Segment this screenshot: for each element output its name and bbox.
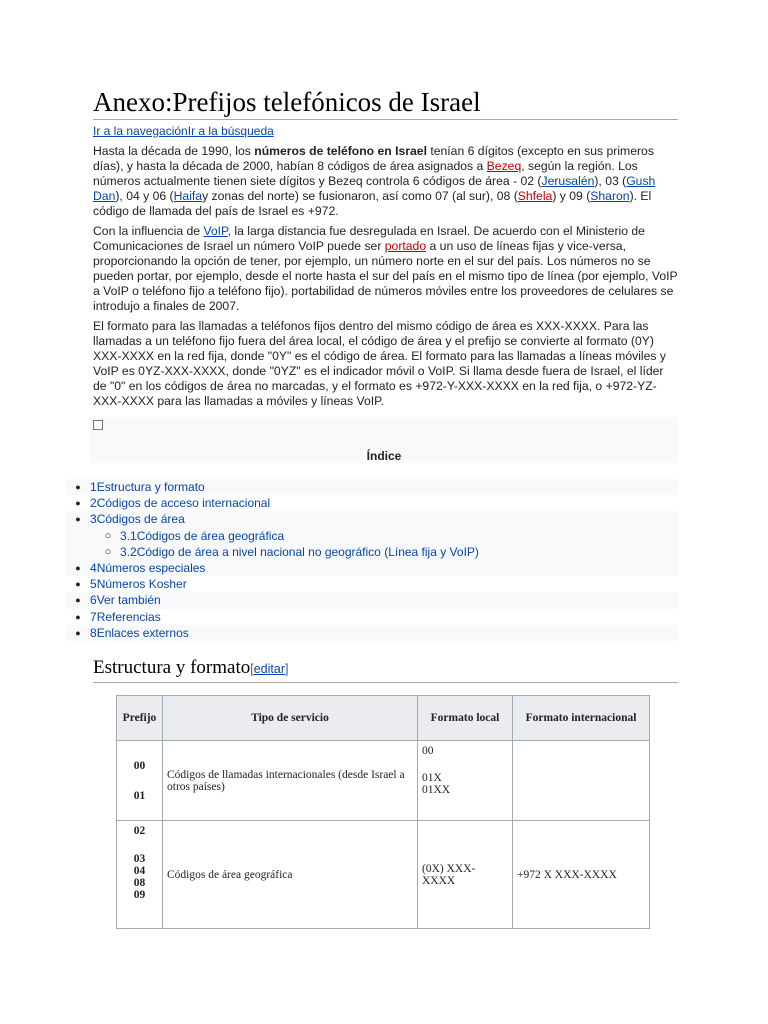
- text: a un uso de líneas fijas y vice-versa, proporcionando la opción de tener, por ejemplo, un número norte en el sur del país. Los números no se pueden portar, por ejemplo, desde el norte hasta el sur del país en el mismo tipo de línea (por ejemplo, VoIP a VoIP o teléfono fijo a teléfono fijo). portabilidad de números móviles entre los proveedores de celulares se introdujo a finales de 2007.: [93, 239, 678, 313]
- toc-item-4[interactable]: [66, 560, 678, 576]
- link-sharon[interactable]: Sharon: [590, 189, 630, 203]
- prefix-value: 03: [133, 853, 146, 866]
- text: , la larga distancia fue desregulada en Israel. De acuerdo con el Ministerio de Comunicaciones de Israel un número VoIP puede ser: [93, 224, 645, 253]
- section-title: Estructura y formato: [93, 657, 251, 679]
- toc-title: Índice: [366, 449, 402, 463]
- prefix-value: 00: [133, 759, 146, 772]
- toc-item-2[interactable]: [66, 495, 678, 511]
- text: ), 04 y 06 (: [115, 189, 174, 203]
- toc-link[interactable]: Códigos de área geográfica: [136, 528, 285, 543]
- toc-link[interactable]: Ver también: [96, 593, 161, 608]
- text: ). El código de llamada del país de Israel es +972.: [93, 189, 652, 218]
- bullet-icon: ●: [75, 498, 81, 509]
- toc-link[interactable]: Estructura y formato: [96, 480, 205, 494]
- prefix-value: 04: [133, 865, 146, 878]
- toc-link[interactable]: Códigos de acceso internacional: [96, 496, 271, 511]
- bullet-icon: ●: [75, 579, 81, 590]
- toc-link[interactable]: Códigos de área: [96, 512, 185, 527]
- link-shfela[interactable]: Shfela: [517, 189, 553, 203]
- local-format-value: 01X: [422, 772, 442, 785]
- toc-number: 7: [90, 609, 97, 624]
- prefix-cell: [117, 821, 163, 929]
- prefix-value: 01: [133, 789, 146, 802]
- toc-list: [66, 479, 678, 641]
- edit-link[interactable]: editar: [253, 662, 285, 677]
- local-format-cell: [418, 741, 513, 821]
- paragraph-format: El formato para las llamadas a teléfonos fijos dentro del mismo código de área es XXX-XXXX. Para las llamadas a un teléfono fijo fuera del área local, el código de área y el prefijo se convierte al formato (0Y) XXX-XXXX en la red fija, donde "0Y" es el código de área. El formato para las llamadas a líneas móviles y VoIP es 0YZ-XXX-XXXX, donde "0YZ" es el indicador móvil o VoIP. Si llama desde fuera de Israel, el líder de "0" en los códigos de área no marcadas, y el formato es +972-Y-XXX-XXXX en la red fija, o +972-YZ-XXX-XXXX para las llamadas a móviles y líneas VoIP.: [93, 319, 666, 408]
- paragraph-voip: [93, 224, 678, 314]
- text: , según la región. Los números actualmente tienen siete dígitos y Bezeq controla 6 códigos de área - 02 (: [93, 159, 638, 188]
- table-row: [117, 821, 650, 929]
- table-header-row: [117, 696, 650, 741]
- link-voip[interactable]: VoIP: [203, 224, 228, 238]
- bullet-icon: ●: [75, 595, 81, 606]
- intl-format-cell: +972 X XXX-XXXX: [513, 821, 650, 929]
- bold-text: números de teléfono en Israel: [254, 144, 427, 158]
- text: y zonas del norte) se fusionaron, así como 07 (al sur), 08 (: [202, 189, 518, 203]
- jump-to-search-link[interactable]: Ir a la búsqueda: [187, 124, 274, 138]
- local-format-cell: (0X) XXX-XXXX: [418, 821, 513, 929]
- paragraph-intro: [93, 144, 678, 219]
- toc-link[interactable]: Código de área a nivel nacional no geográfico (Línea fija y VoIP): [136, 544, 479, 559]
- prefix-value: 08: [133, 877, 146, 890]
- toc-link[interactable]: Números Kosher: [96, 577, 187, 592]
- toc-item-3-2[interactable]: [66, 544, 678, 560]
- toc-number: 3.1: [120, 528, 137, 543]
- toc-item-8[interactable]: [66, 625, 678, 641]
- toc-sublist: [66, 528, 678, 560]
- toc-item-5[interactable]: [66, 576, 678, 592]
- link-jerusalen[interactable]: Jerusalén: [541, 174, 595, 188]
- intl-format-cell: [513, 741, 650, 821]
- toc-number: 5: [90, 577, 97, 592]
- column-header: Formato local: [418, 696, 513, 741]
- toc-number: 3.2: [120, 544, 137, 559]
- prefix-table: [116, 695, 650, 929]
- article: [75, 86, 678, 929]
- toc-number: 3: [90, 512, 97, 527]
- toc-item-1[interactable]: [66, 479, 678, 495]
- bullet-icon: ●: [75, 627, 81, 638]
- column-header: Formato internacional: [513, 696, 650, 741]
- edit-section: [editar]: [250, 662, 289, 677]
- prefix-value: 09: [133, 889, 146, 902]
- service-type-cell: Códigos de llamadas internacionales (desde Israel a otros países): [163, 741, 418, 821]
- prefix-value: 02: [133, 825, 146, 838]
- table-row: [117, 741, 650, 821]
- toc-number: 1: [90, 480, 97, 494]
- bullet-icon: ●: [75, 482, 81, 492]
- jump-links: [93, 123, 678, 139]
- link-portado[interactable]: portado: [384, 239, 427, 253]
- local-format-value: 00: [422, 745, 434, 758]
- bullet-icon: ●: [75, 563, 81, 574]
- circle-bullet-icon: ○: [104, 529, 112, 542]
- prefix-cell: [117, 741, 163, 821]
- bullet-icon: ●: [75, 514, 81, 525]
- link-gush-dan[interactable]: Gush Dan: [93, 174, 656, 203]
- toc-link[interactable]: Enlaces externos: [96, 625, 189, 640]
- text: Hasta la década de 1990, los: [93, 144, 255, 158]
- text: ), 03 (: [594, 174, 627, 188]
- text: Con la influencia de: [93, 224, 204, 238]
- bullet-icon: ●: [75, 611, 81, 622]
- toc-number: 6: [90, 593, 97, 608]
- toc-number: 8: [90, 625, 97, 640]
- link-bezeq[interactable]: Bezeq: [486, 159, 522, 173]
- toc-item-3-1[interactable]: [66, 528, 678, 544]
- toc-header: [90, 417, 678, 463]
- text: tenían 6 dígitos (excepto en sus primeros días), y hasta la década de 2000, habían 8 códigos de área asignados a: [93, 144, 654, 173]
- table-of-contents: [75, 417, 678, 641]
- link-haifa[interactable]: Haifa: [173, 189, 203, 203]
- section-heading: [93, 657, 678, 683]
- column-header: Prefijo: [117, 696, 163, 741]
- local-format-value: 01XX: [422, 784, 451, 797]
- toc-item-3[interactable]: [66, 511, 678, 560]
- toc-link[interactable]: Números especiales: [96, 561, 206, 576]
- toc-item-7[interactable]: [66, 609, 678, 625]
- toc-toggle-checkbox[interactable]: [93, 420, 103, 430]
- column-header: Tipo de servicio: [163, 696, 418, 741]
- text: ) y 09 (: [552, 189, 591, 203]
- toc-number: 2: [90, 496, 97, 511]
- toc-number: 4: [90, 561, 97, 576]
- jump-to-navigation-link[interactable]: Ir a la navegación: [93, 124, 188, 138]
- service-type-cell: Códigos de área geográfica: [163, 821, 418, 929]
- circle-bullet-icon: ○: [104, 545, 112, 558]
- page-title: Anexo:Prefijos telefónicos de Israel: [93, 86, 678, 120]
- toc-link[interactable]: Referencias: [96, 609, 161, 624]
- toc-item-6[interactable]: [66, 592, 678, 608]
